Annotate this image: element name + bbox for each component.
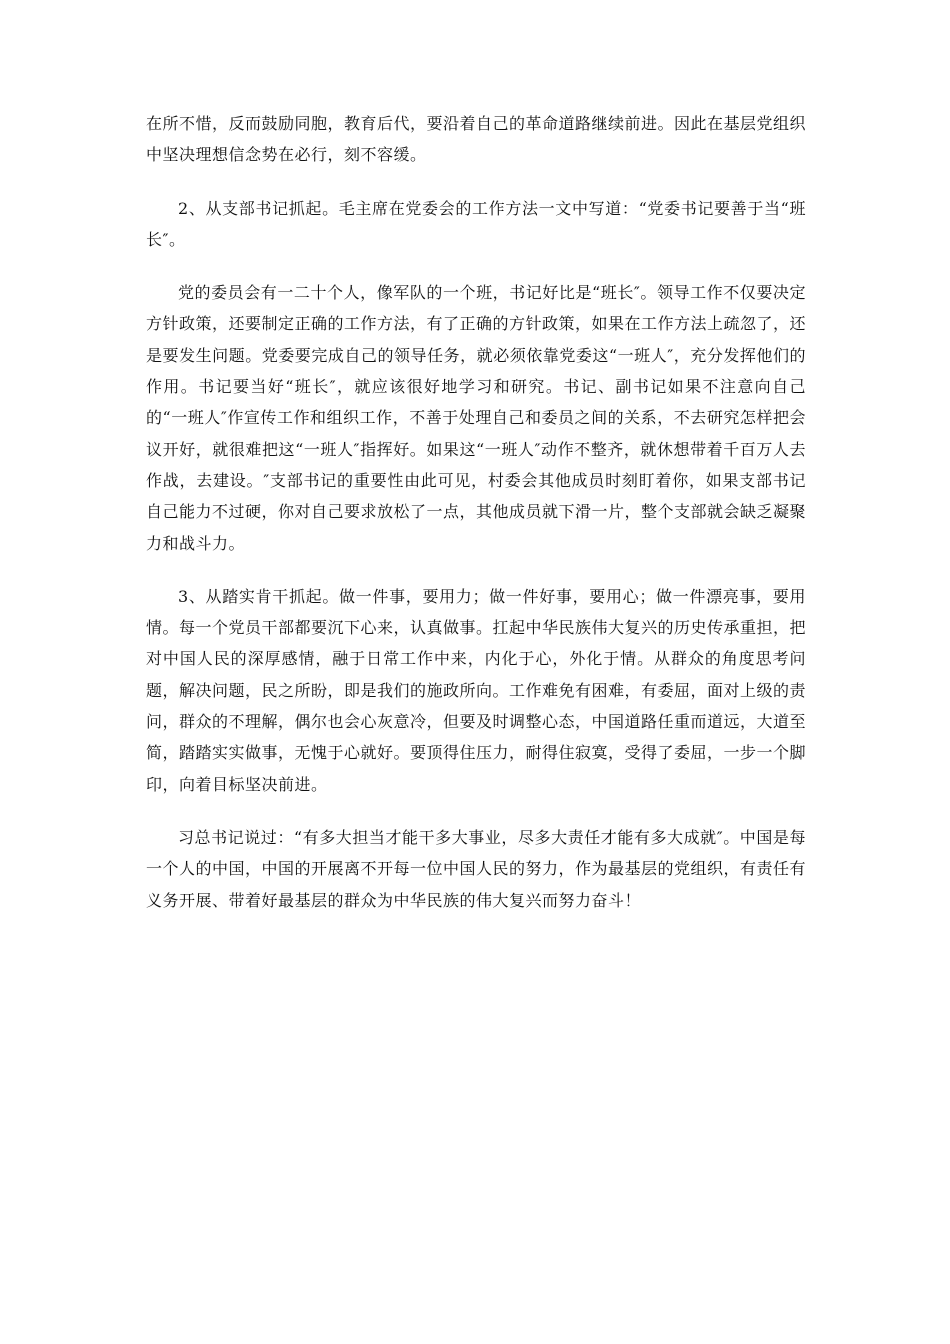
paragraph-point-3: 3、从踏实肯干抓起。做一件事，要用力；做一件好事，要用心；做一件漂亮事，要用情。每一个党员干部都要沉下心来，认真做事。扛起中华民族伟大复兴的历史传承重担，把对中国人民的深厚感情，融于日常工作中来，内化于心，外化于情。从群众的角度思考问题，解决问题，民之所盼，即是我们的施政所向。工作难免有困难，有委屈，面对上级的责问，群众的不理解，偶尔也会心灰意冷，但要及时调整心态，中国道路任重而道远，大道至简，踏踏实实做事，无愧于心就好。要顶得住压力，耐得住寂寞，受得了委屈，一步一个脚印，向着目标坚决前进。 — [146, 586, 807, 794]
paragraph-quote-party-committee: 党的委员会有一二十个人，像军队的一个班，书记好比是“班长″。领导工作不仅要决定方针政策，还要制定正确的工作方法，有了正确的方针政策，如果在工作方法上疏忽了，还是要发生问题。党委要完成自己的领导任务，就必须依靠党委这“一班人″，充分发挥他们的作用。书记要当好“班长″，就应该很好地学习和研究。书记、副书记如果不注意向自己的“一班人″作宣传工作和组织工作，不善于处理自己和委员之间的关系，不去研究怎样把会议开好，就很难把这“一班人″指挥好。如果这“一班人″动作不整齐，就休想带着千百万人去作战，去建设。″支部书记的重要性由此可见，村委会其他成员时刻盯着你，如果支部书记自己能力不过硬，你对自己要求放松了一点，其他成员就下滑一片，整个支部就会缺乏凝聚力和战斗力。 — [146, 283, 807, 553]
paragraph-point-2: 2、从支部书记抓起。毛主席在党委会的工作方法一文中写道：“党委书记要善于当“班长″。 — [146, 198, 806, 249]
document-page — [146, 108, 806, 938]
paragraph-conclusion: 习总书记说过：“有多大担当才能干多大事业，尽多大责任才能有多大成就″。中国是每一个人的中国，中国的开展离不开每一位中国人民的努力，作为最基层的党组织，有责任有义务开展、带着好最基层的群众为中华民族的伟大复兴而努力奋斗！ — [146, 827, 807, 910]
paragraph-continuation: 在所不惜，反而鼓励同胞，教育后代，要沿着自己的革命道路继续前进。因此在基层党组织中坚决理想信念势在必行，刻不容缓。 — [146, 114, 807, 165]
